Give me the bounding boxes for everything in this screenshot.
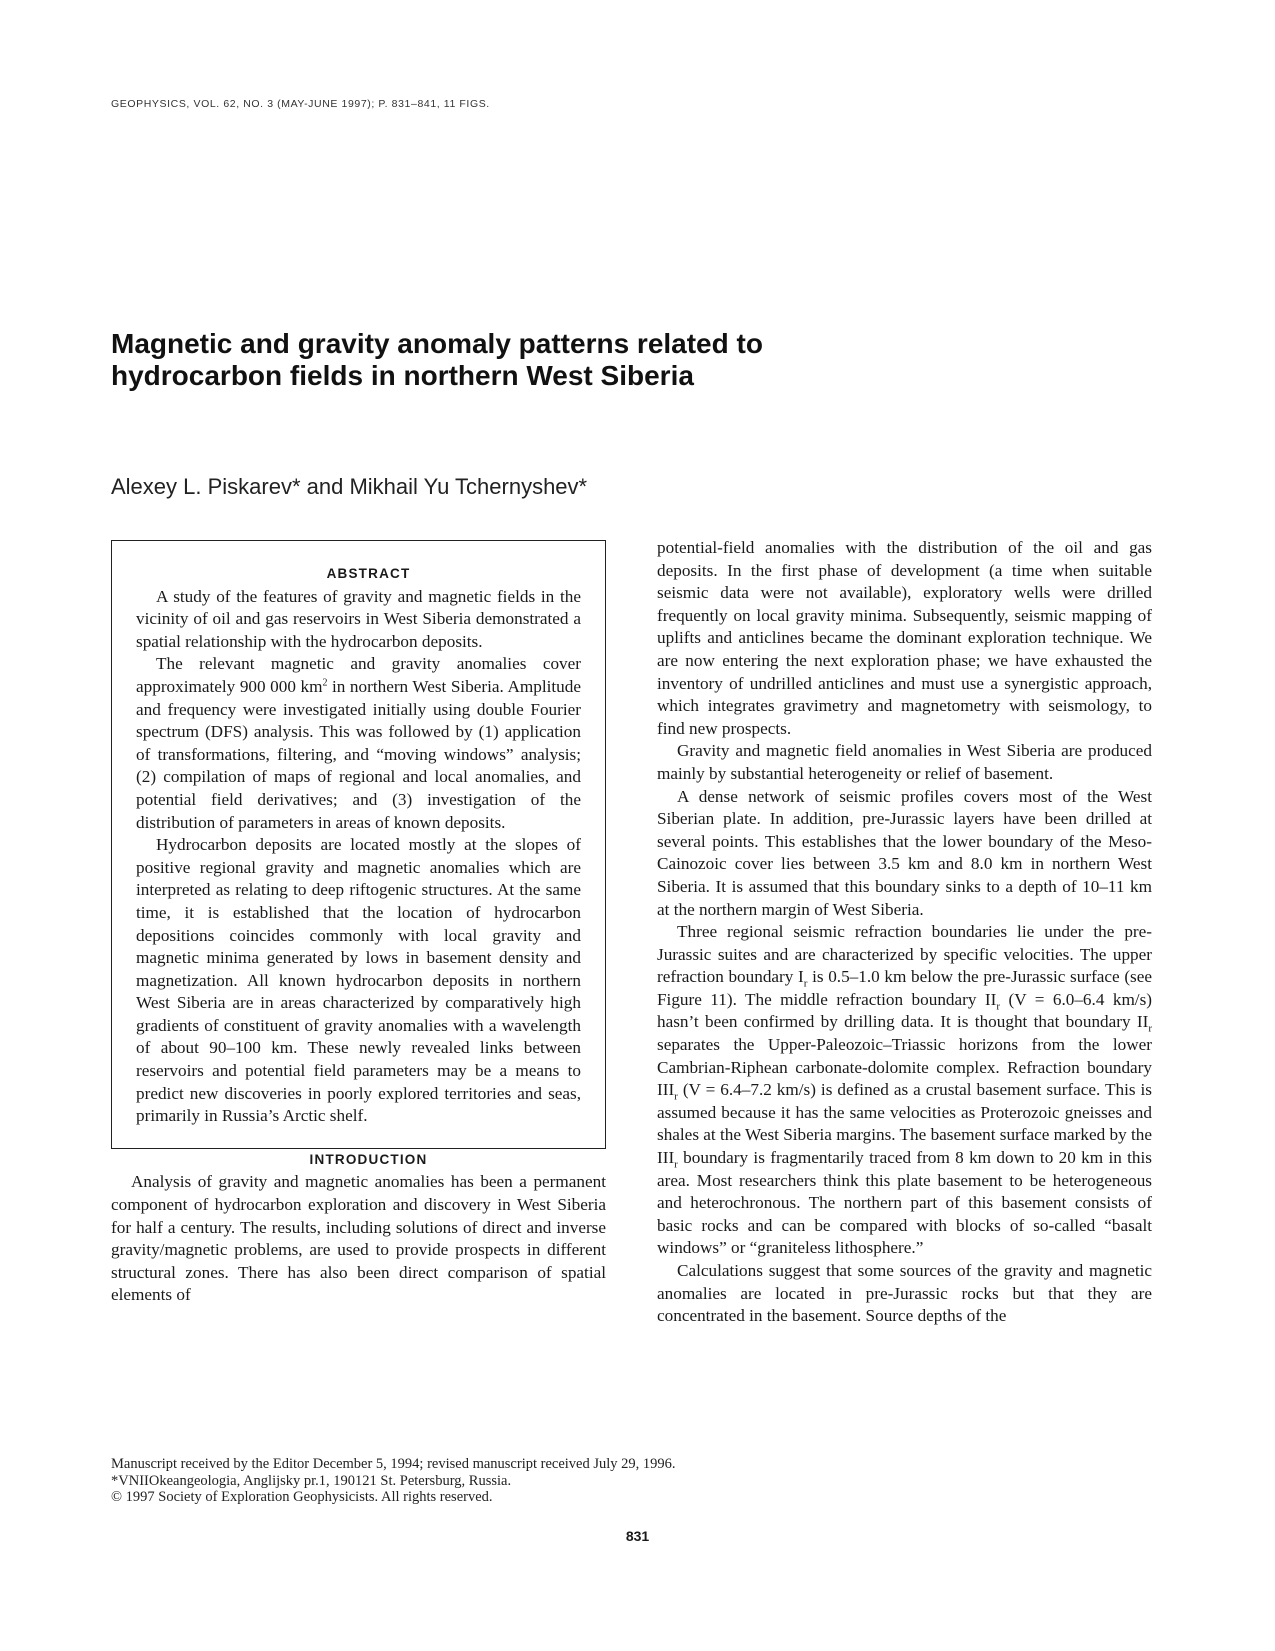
introduction-heading: INTRODUCTION bbox=[309, 1151, 428, 1167]
body-paragraph-3: A dense network of seismic profiles covers most of the West Siberian plate. In addition, pre-Jurassic layers have been drilled at several points. This establishes that the lower boundary of the Meso-Cainozoic cover lies between 3.5 km and 8.0 km in northern West Siberia. It is assumed that this boundary sinks to a depth of 10–11 km at the northern margin of West Siberia. bbox=[657, 786, 1152, 919]
body-paragraph-1: potential-field anomalies with the distribution of the oil and gas deposits. In the first phase of development (a time when suitable seismic data were not available), exploratory wells were drilled frequently on local gravity minima. Subsequently, seismic mapping of uplifts and anticlines became the dominant exploration technique. We are now entering the next exploration phase; we have exhausted the inventory of undrilled anticlines and must use a synergistic approach, which integrates gravimetry and magnetometry with seismology, to find new prospects. bbox=[657, 538, 1152, 738]
body-paragraph-2: Gravity and magnetic field anomalies in West Siberia are produced mainly by substantial heterogeneity or relief of basement. bbox=[657, 741, 1152, 783]
paper-title: Magnetic and gravity anomaly patterns related to hydrocarbon fields in northern West Siberia bbox=[111, 328, 763, 391]
body-paragraph-5: Calculations suggest that some sources of the gravity and magnetic anomalies are located in pre-Jurassic rocks but that they are concentrated in the basement. Source depths of the bbox=[657, 1261, 1152, 1326]
abstract-heading: ABSTRACT bbox=[326, 566, 411, 581]
introduction-paragraph-1: Analysis of gravity and magnetic anomalies has been a permanent component of hydrocarbon exploration and discovery in West Siberia for half a century. The results, including solutions of direct and inverse gravity/magnetic problems, are used to provide prospects in different structural zones. There has also been direct comparison of spatial elements of bbox=[111, 1172, 606, 1305]
abstract-box bbox=[111, 540, 606, 1149]
left-column bbox=[111, 540, 606, 1307]
body-paragraph-4: Three regional seismic refraction boundaries lie under the pre-Jurassic suites and are characterized by specific velocities. The upper refraction boundary $I_r$ is 0.5–1.0 km below the pre-Jurassic surface (see Figure 11). The middle refraction boundary $II_r$ (V = 6.0–6.4 km/s) hasn’t been confirmed by drilling data. It is thought that boundary $II_r$ separates the Upper-Paleozoic–Triassic horizons from the lower Cambrian-Riphean carbonate-dolomite complex. Refraction boundary $III_r$ (V = 6.4–7.2 km/s) is defined as a crustal basement surface. This is assumed because it has the same velocities as Proterozoic gneisses and shales at the West Siberia margins. The basement surface marked by the $III_r$ boundary is fragmentarily traced from 8 km down to 20 km in this area. Most researchers think this plate basement to be heterogeneous and heterochronous. The northern part of this basement consists of basic rocks and can be compared with blocks of so-called “basalt windows” or “graniteless lithosphere.” bbox=[657, 922, 1152, 1258]
footnote-affiliation: *VNIIOkeangeologia, Anglijsky pr.1, 190121 St. Petersburg, Russia. bbox=[111, 1472, 512, 1489]
abstract-paragraph-2: The relevant magnetic and gravity anomalies cover approximately 900 000 $km^2$ in northern West Siberia. Amplitude and frequency were investigated initially using double Fourier spectrum (DFS) analysis. This was followed by (1) application of transformations, filtering, and “moving windows” analysis; (2) compilation of maps of regional and local anomalies, and potential field derivatives; and (3) investigation of the distribution of parameters in areas of known deposits. bbox=[136, 654, 581, 832]
footnotes bbox=[111, 1456, 676, 1506]
footnote-received: Manuscript received by the Editor December 5, 1994; revised manuscript received July 29, 1996. bbox=[111, 1456, 676, 1472]
abstract-paragraph-1: A study of the features of gravity and magnetic fields in the vicinity of oil and gas reservoirs in West Siberia demonstrated a spatial relationship with the hydrocarbon deposits. bbox=[136, 586, 581, 651]
page-number: 831 bbox=[625, 1528, 650, 1544]
abstract-paragraph-3: Hydrocarbon deposits are located mostly at the slopes of positive regional gravity and magnetic anomalies which are interpreted as relating to deep riftogenic structures. At the same time, it is established that the location of hydrocarbon depositions coincides commonly with local gravity and magnetic minima generated by lows in basement density and magnetization. All known hydrocarbon deposits in northern West Siberia are in areas characterized by comparatively high gradients of constituent of gravity anomalies with a wavelength of about 90–100 km. These newly revealed links between reservoirs and potential field parameters may be a means to predict new discoveries in poorly explored territories and seas, primarily in Russia’s Arctic shelf. bbox=[136, 835, 581, 1126]
footnote-copyright: © 1997 Society of Exploration Geophysicists. All rights reserved. bbox=[111, 1489, 493, 1505]
right-column bbox=[657, 537, 1152, 1328]
author-list: Alexey L. Piskarev* and Mikhail Yu Tchernyshev* bbox=[111, 474, 588, 499]
running-head: GEOPHYSICS, VOL. 62, NO. 3 (MAY-JUNE 1997); P. 831–841, 11 FIGS. bbox=[111, 98, 490, 110]
